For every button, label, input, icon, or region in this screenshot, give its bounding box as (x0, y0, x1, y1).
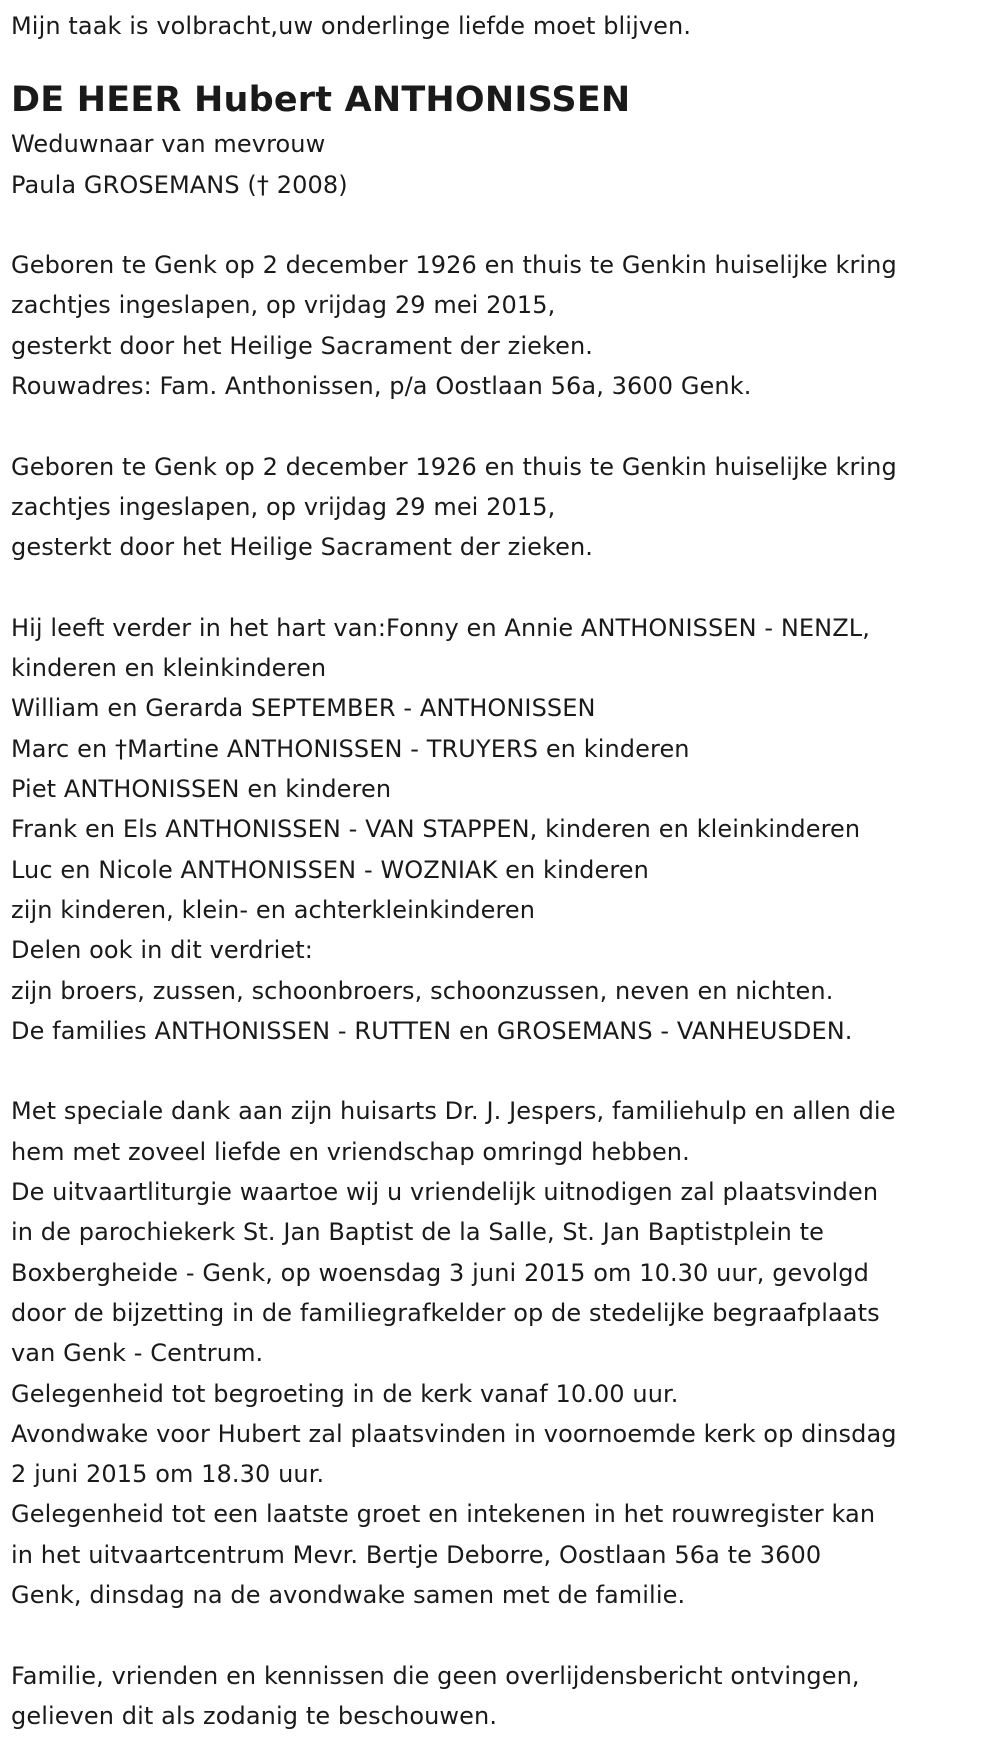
family-line: zijn broers, zussen, schoonbroers, schoonzussen, neven en nichten. (11, 976, 834, 1005)
family-line: zijn kinderen, klein- en achterkleinkinderen (11, 895, 536, 924)
ceremony-line: hem met zoveel liefde en vriendschap omringd hebben. (11, 1137, 690, 1166)
spouse-line-2: Paula GROSEMANS († 2008) (11, 170, 348, 199)
birth-death-paragraph-1 (11, 245, 1000, 406)
paragraph-line: Geboren te Genk op 2 december 1926 en thuis te Genkin huiselijke kring (11, 251, 897, 280)
ceremony-line: De uitvaartliturgie waartoe wij u vriendelijk uitnodigen zal plaatsvinden (11, 1178, 879, 1207)
family-line: kinderen en kleinkinderen (11, 654, 327, 683)
ceremony-line: Met speciale dank aan zijn huisarts Dr. J. Jespers, familiehulp en allen die (11, 1097, 896, 1126)
deceased-name: DE HEER Hubert ANTHONISSEN (11, 80, 631, 121)
ceremony-line: Gelegenheid tot begroeting in de kerk vanaf 10.00 uur. (11, 1379, 679, 1408)
family-line: Luc en Nicole ANTHONISSEN - WOZNIAK en kinderen (11, 855, 649, 884)
ceremony-line: in het uitvaartcentrum Mevr. Bertje Deborre, Oostlaan 56a te 3600 (11, 1540, 822, 1569)
family-list (11, 608, 1000, 1051)
ceremony-line: Avondwake voor Hubert zal plaatsvinden in voornoemde kerk op dinsdag (11, 1419, 897, 1448)
paragraph-line: gesterkt door het Heilige Sacrament der zieken. (11, 533, 594, 562)
family-line: William en Gerarda SEPTEMBER - ANTHONISSEN (11, 694, 596, 723)
ceremony-line: 2 juni 2015 om 18.30 uur. (11, 1460, 325, 1489)
thanks-and-ceremony (11, 1091, 1000, 1615)
family-line: Frank en Els ANTHONISSEN - VAN STAPPEN, kinderen en kleinkinderen (11, 815, 861, 844)
birth-death-paragraph-2 (11, 447, 1000, 568)
paragraph-line: gesterkt door het Heilige Sacrament der zieken. (11, 331, 594, 360)
closing-note (11, 1656, 1000, 1737)
ceremony-line: Gelegenheid tot een laatste groet en intekenen in het rouwregister kan (11, 1500, 876, 1529)
ceremony-line: van Genk - Centrum. (11, 1339, 264, 1368)
family-line: Piet ANTHONISSEN en kinderen (11, 775, 392, 804)
family-line: De families ANTHONISSEN - RUTTEN en GROSEMANS - VANHEUSDEN. (11, 1016, 853, 1045)
family-line: Marc en †Martine ANTHONISSEN - TRUYERS en kinderen (11, 734, 690, 763)
family-line: Delen ook in dit verdriet: (11, 936, 313, 965)
paragraph-line: Geboren te Genk op 2 december 1926 en thuis te Genkin huiselijke kring (11, 452, 897, 481)
ceremony-line: Boxbergheide - Genk, op woensdag 3 juni 2015 om 10.30 uur, gevolgd (11, 1258, 869, 1287)
ceremony-line: door de bijzetting in de familiegrafkelder op de stedelijke begraafplaats (11, 1298, 880, 1327)
ceremony-line: Genk, dinsdag na de avondwake samen met de familie. (11, 1580, 686, 1609)
spouse-line-1: Weduwnaar van mevrouw (11, 130, 326, 159)
family-line: Hij leeft verder in het hart van:Fonny en Annie ANTHONISSEN - NENZL, (11, 613, 870, 642)
closing-line: Familie, vrienden en kennissen die geen overlijdensbericht ontvingen, (11, 1661, 860, 1690)
paragraph-line: zachtjes ingeslapen, op vrijdag 29 mei 2015, (11, 291, 556, 320)
closing-line: gelieven dit als zodanig te beschouwen. (11, 1701, 498, 1730)
deceased-header (11, 76, 1000, 205)
mourning-address: Rouwadres: Fam. Anthonissen, p/a Oostlaan 56a, 3600 Genk. (11, 372, 752, 401)
paragraph-line: zachtjes ingeslapen, op vrijdag 29 mei 2015, (11, 492, 556, 521)
motto: Mijn taak is volbracht,uw onderlinge liefde moet blijven. (11, 12, 692, 40)
ceremony-line: in de parochiekerk St. Jan Baptist de la Salle, St. Jan Baptistplein te (11, 1218, 825, 1247)
